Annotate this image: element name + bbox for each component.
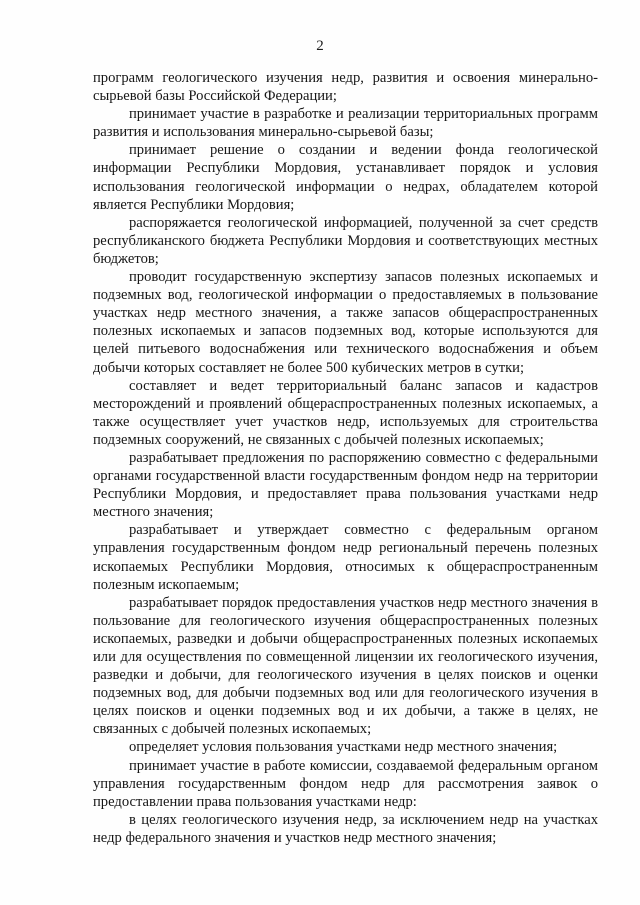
- paragraph-state-expertise: проводит государственную экспертизу запасов полезных ископаемых и подземных вод, геологической информации о предоставляемых в пользование участках недр местного значения, а также запасов общераспространенных полезных ископаемых и запасов подземных вод, которые используются для целей питьевого водоснабжения или технического водоснабжения и объем добычи которых составляет не более 500 кубических метров в сутки;: [93, 269, 598, 376]
- paragraph-provision-procedure: разрабатывает порядок предоставления участков недр местного значения в пользование для геологического изучения общераспространенных полезных ископаемых, разведки и добычи общераспространенных полезных ископаемых или для осуществления по совмещенной лицензии их геологического изучения, разведки и добычи, для геологического изучения в целях поисков и оценки подземных вод, для добычи подземных вод или для геологического изучения в целях поисков и оценки подземных вод и их добычи, а также в целях, не связанных с добычей полезных ископаемых;: [93, 594, 598, 738]
- paragraph-disposal-proposals: разрабатывает предложения по распоряжению совместно с федеральными органами государственной власти государственным фондом недр на территории Республики Мордовия, и предоставляет права пользования участками недр местного значения;: [93, 449, 598, 521]
- paragraph-territorial-programs: принимает участие в разработке и реализации территориальных программ развития и использования минерально-сырьевой базы;: [93, 106, 598, 141]
- paragraph-commission-participation: принимает участие в работе комиссии, создаваемой федеральным органом управления государственным фондом недр для рассмотрения заявок о предоставлении права пользования участками недр:: [93, 757, 598, 810]
- paragraph-usage-conditions: определяет условия пользования участками недр местного значения;: [129, 739, 558, 756]
- document-body: [93, 69, 598, 847]
- paragraph-territorial-balance: составляет и ведет территориальный баланс запасов и кадастров месторождений и проявлений общераспространенных полезных ископаемых, а также осуществляет учет участков недр, используемых для строительства подземных сооружений, не связанных с добычей полезных ископаемых;: [93, 377, 598, 448]
- paragraph-geological-study: в целях геологического изучения недр, за исключением недр на участках недр федерального значения и участков недр местного значения;: [93, 811, 598, 846]
- paragraph-geological-info-fund: принимает решение о создании и ведении фонда геологической информации Республики Мордовия, устанавливает порядок и условия использования геологической информации о недрах, обладателем которой является Республики Мордовия;: [93, 142, 598, 213]
- paragraph-continuation: программ геологического изучения недр, развития и освоения минерально-сырьевой базы Российской Федерации;: [93, 70, 598, 105]
- paragraph-geological-info-disposal: распоряжается геологической информацией, полученной за счет средств республиканского бюджета Республики Мордовия и соответствующих местных бюджетов;: [93, 214, 598, 267]
- paragraph-regional-list: разрабатывает и утверждает совместно с федеральным органом управления государственным фондом недр региональный перечень полезных ископаемых Республики Мордовия, относимых к общераспространенным полезным ископаемым;: [93, 522, 598, 593]
- page-number: 2: [316, 38, 324, 54]
